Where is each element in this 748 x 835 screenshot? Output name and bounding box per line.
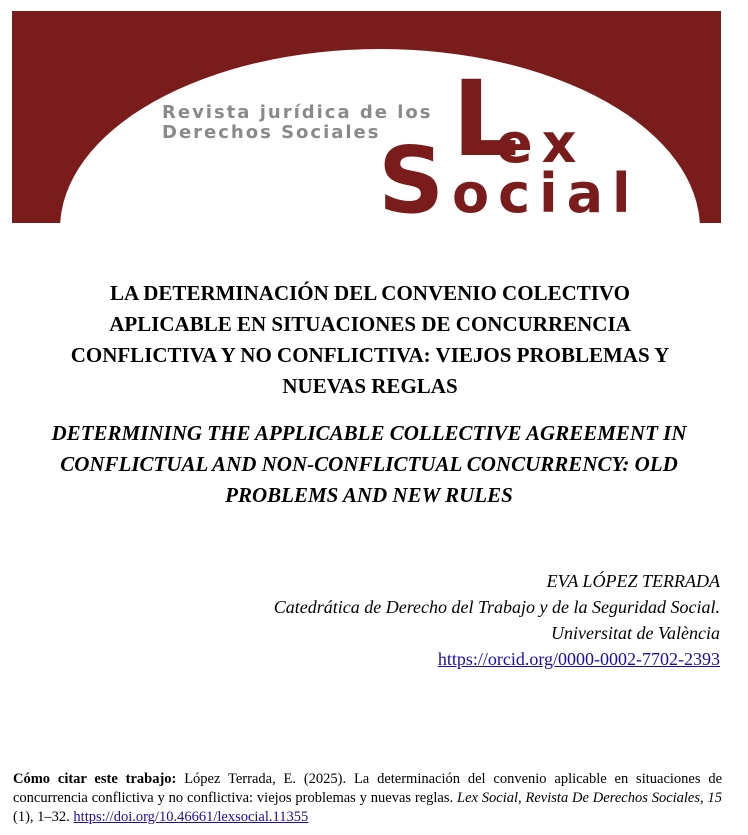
citation-text: López Terrada, E. (2025). La determinación del convenio aplicable en situaciones de concurrencia conflictiva y no conflictiva: viejos problemas y nuevas reglas. [13, 771, 723, 806]
title-en-line: PROBLEMS AND NEW RULES [225, 483, 513, 507]
title-es-line: APLICABLE EN SITUACIONES DE CONCURRENCIA [109, 312, 631, 336]
title-english [10, 418, 728, 511]
title-spanish [20, 278, 720, 402]
citation-issue-pages: (1), 1–32. [13, 809, 70, 825]
author-institution: Universitat de València [551, 623, 720, 643]
title-es-line: LA DETERMINACIÓN DEL CONVENIO COLECTIVO [110, 281, 630, 305]
citation-journal: Lex Social, Revista De Derechos Sociales, 15 [457, 790, 722, 806]
citation-label: Cómo citar este trabajo: [13, 771, 177, 787]
doi-link[interactable]: https://doi.org/10.46661/lexsocial.11355 [73, 809, 309, 825]
logo-letter-S: S [378, 127, 445, 223]
title-en-line: DETERMINING THE APPLICABLE COLLECTIVE AGREEMENT IN [51, 421, 687, 445]
logo-text-ocial: ocial [452, 162, 640, 223]
citation-block [13, 770, 722, 827]
author-block [160, 568, 720, 672]
author-position: Catedrática de Derecho del Trabajo y de la Seguridad Social. [273, 597, 720, 617]
journal-banner [12, 11, 721, 223]
tagline-line-2: Derechos Sociales [162, 122, 381, 143]
title-es-line: CONFLICTIVA Y NO CONFLICTIVA: VIEJOS PROBLEMAS Y [70, 343, 670, 367]
title-en-line: CONFLICTUAL AND NON-CONFLICTUAL CONCURRENCY: OLD [60, 452, 678, 476]
orcid-link[interactable]: https://orcid.org/0000-0002-7702-2393 [437, 649, 720, 669]
logo-text-ex: ex [496, 112, 586, 175]
tagline-line-1: Revista jurídica de los [162, 102, 433, 123]
logo-letter-L: L [452, 58, 519, 180]
author-name: EVA LÓPEZ TERRADA [546, 571, 720, 591]
title-es-line: NUEVAS REGLAS [282, 374, 458, 398]
